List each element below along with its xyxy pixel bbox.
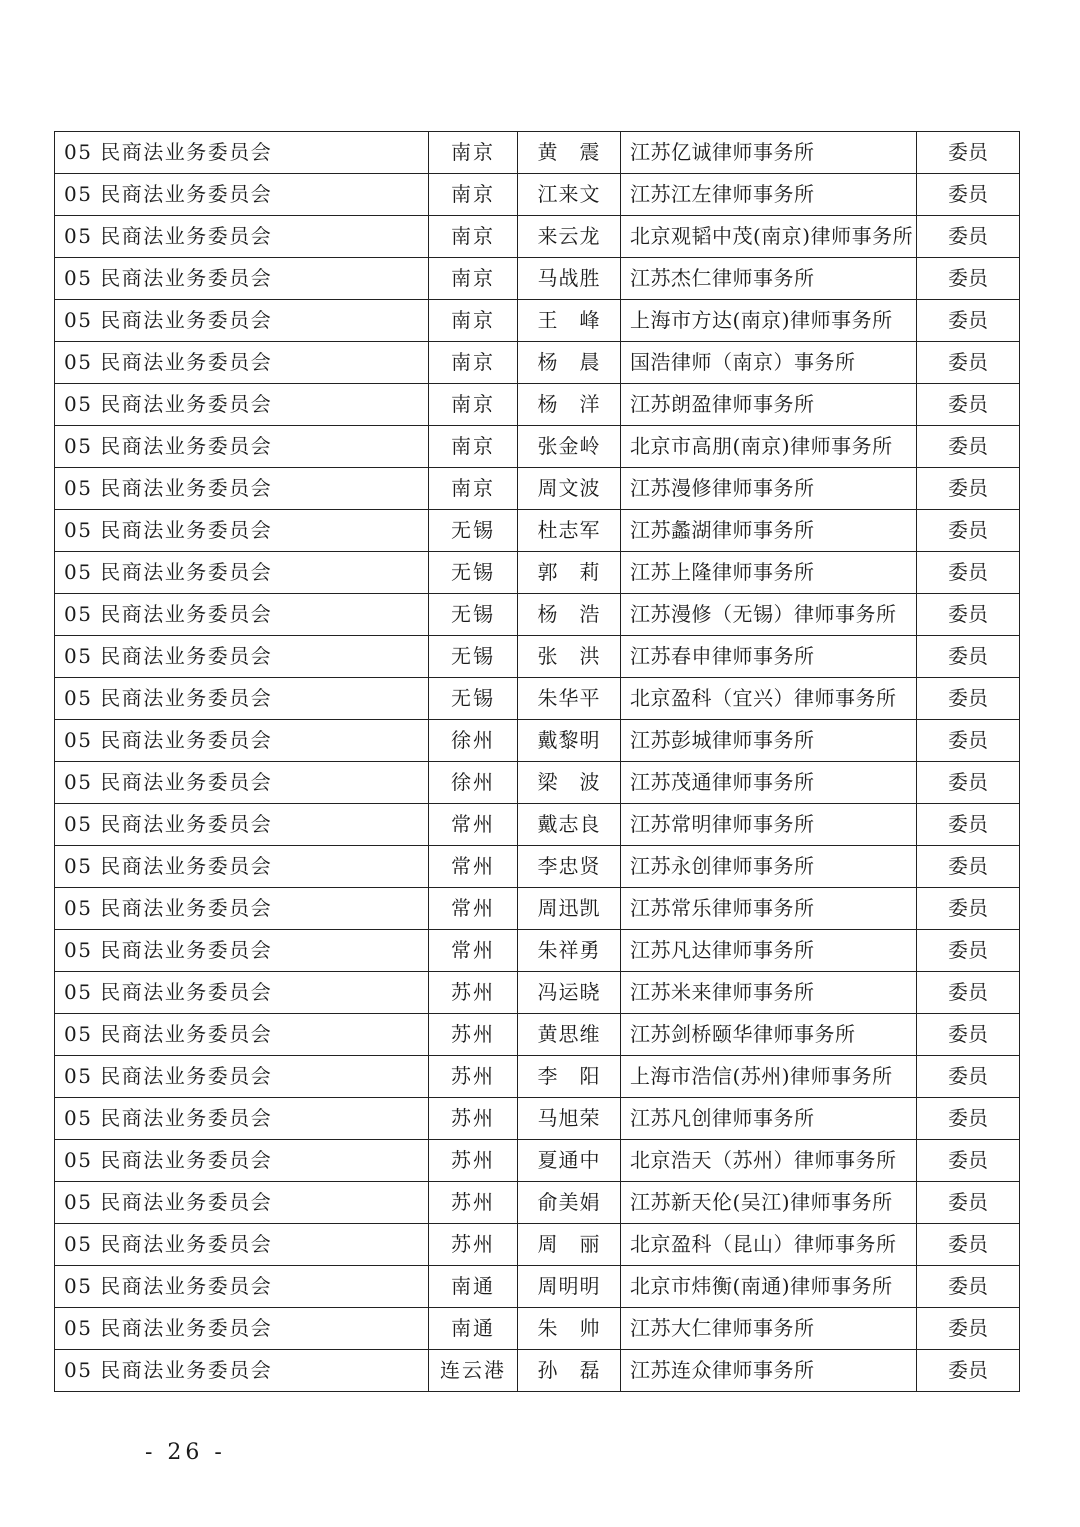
firm-cell: 北京盈科（宜兴）律师事务所 [621, 678, 917, 720]
role-cell: 委员 [917, 1266, 1020, 1308]
table-row [55, 426, 1020, 468]
firm-cell: 江苏杰仁律师事务所 [621, 258, 917, 300]
city-cell: 苏州 [429, 1056, 518, 1098]
committee-cell: 05 民商法业务委员会 [55, 384, 429, 426]
firm-cell: 江苏朗盈律师事务所 [621, 384, 917, 426]
name-cell: 张金岭 [518, 426, 621, 468]
firm-cell: 江苏大仁律师事务所 [621, 1308, 917, 1350]
committee-cell: 05 民商法业务委员会 [55, 1350, 429, 1392]
firm-cell: 江苏常明律师事务所 [621, 804, 917, 846]
city-cell: 南京 [429, 258, 518, 300]
page-number: - 26 - [145, 1440, 226, 1465]
table-row [55, 678, 1020, 720]
name-cell: 黄 震 [518, 132, 621, 174]
role-cell: 委员 [917, 1224, 1020, 1266]
firm-cell: 江苏连众律师事务所 [621, 1350, 917, 1392]
committee-cell: 05 民商法业务委员会 [55, 804, 429, 846]
member-table-body [55, 132, 1020, 1392]
city-cell: 苏州 [429, 1224, 518, 1266]
committee-cell: 05 民商法业务委员会 [55, 846, 429, 888]
role-cell: 委员 [917, 888, 1020, 930]
committee-cell: 05 民商法业务委员会 [55, 594, 429, 636]
table-row [55, 384, 1020, 426]
table-row [55, 888, 1020, 930]
table-row [55, 930, 1020, 972]
name-cell: 李忠贤 [518, 846, 621, 888]
table-row [55, 1182, 1020, 1224]
city-cell: 常州 [429, 930, 518, 972]
name-cell: 杜志军 [518, 510, 621, 552]
city-cell: 苏州 [429, 972, 518, 1014]
role-cell: 委员 [917, 1098, 1020, 1140]
committee-cell: 05 民商法业务委员会 [55, 1014, 429, 1056]
name-cell: 戴黎明 [518, 720, 621, 762]
name-cell: 周明明 [518, 1266, 621, 1308]
firm-cell: 江苏剑桥颐华律师事务所 [621, 1014, 917, 1056]
committee-cell: 05 民商法业务委员会 [55, 426, 429, 468]
city-cell: 南京 [429, 468, 518, 510]
role-cell: 委员 [917, 468, 1020, 510]
city-cell: 无锡 [429, 552, 518, 594]
committee-cell: 05 民商法业务委员会 [55, 342, 429, 384]
firm-cell: 江苏茂通律师事务所 [621, 762, 917, 804]
city-cell: 苏州 [429, 1140, 518, 1182]
firm-cell: 北京浩天（苏州）律师事务所 [621, 1140, 917, 1182]
name-cell: 朱 帅 [518, 1308, 621, 1350]
firm-cell: 江苏凡达律师事务所 [621, 930, 917, 972]
role-cell: 委员 [917, 1140, 1020, 1182]
name-cell: 郭 莉 [518, 552, 621, 594]
role-cell: 委员 [917, 678, 1020, 720]
table-row [55, 1266, 1020, 1308]
table-row [55, 258, 1020, 300]
firm-cell: 江苏漫修律师事务所 [621, 468, 917, 510]
name-cell: 江来文 [518, 174, 621, 216]
role-cell: 委员 [917, 762, 1020, 804]
table-row [55, 300, 1020, 342]
committee-cell: 05 民商法业务委员会 [55, 1224, 429, 1266]
table-row [55, 972, 1020, 1014]
committee-cell: 05 民商法业务委员会 [55, 510, 429, 552]
name-cell: 杨 洋 [518, 384, 621, 426]
name-cell: 来云龙 [518, 216, 621, 258]
table-row [55, 1098, 1020, 1140]
name-cell: 戴志良 [518, 804, 621, 846]
firm-cell: 江苏新天伦(吴江)律师事务所 [621, 1182, 917, 1224]
committee-cell: 05 民商法业务委员会 [55, 1308, 429, 1350]
city-cell: 常州 [429, 888, 518, 930]
table-row [55, 1308, 1020, 1350]
member-table-container [54, 131, 1019, 1392]
committee-cell: 05 民商法业务委员会 [55, 888, 429, 930]
committee-cell: 05 民商法业务委员会 [55, 216, 429, 258]
table-row [55, 1140, 1020, 1182]
firm-cell: 江苏蠡湖律师事务所 [621, 510, 917, 552]
member-table [54, 131, 1020, 1392]
firm-cell: 北京观韬中茂(南京)律师事务所 [621, 216, 917, 258]
city-cell: 常州 [429, 804, 518, 846]
city-cell: 南京 [429, 342, 518, 384]
city-cell: 无锡 [429, 510, 518, 552]
committee-cell: 05 民商法业务委员会 [55, 972, 429, 1014]
role-cell: 委员 [917, 132, 1020, 174]
name-cell: 冯运晓 [518, 972, 621, 1014]
name-cell: 朱祥勇 [518, 930, 621, 972]
name-cell: 周迅凯 [518, 888, 621, 930]
firm-cell: 江苏米来律师事务所 [621, 972, 917, 1014]
firm-cell: 江苏江左律师事务所 [621, 174, 917, 216]
city-cell: 南京 [429, 216, 518, 258]
city-cell: 常州 [429, 846, 518, 888]
table-row [55, 132, 1020, 174]
city-cell: 苏州 [429, 1098, 518, 1140]
city-cell: 南京 [429, 300, 518, 342]
committee-cell: 05 民商法业务委员会 [55, 1182, 429, 1224]
role-cell: 委员 [917, 1308, 1020, 1350]
firm-cell: 北京市高朋(南京)律师事务所 [621, 426, 917, 468]
role-cell: 委员 [917, 846, 1020, 888]
table-row [55, 342, 1020, 384]
table-row [55, 1056, 1020, 1098]
role-cell: 委员 [917, 552, 1020, 594]
role-cell: 委员 [917, 384, 1020, 426]
role-cell: 委员 [917, 804, 1020, 846]
role-cell: 委员 [917, 216, 1020, 258]
committee-cell: 05 民商法业务委员会 [55, 720, 429, 762]
role-cell: 委员 [917, 258, 1020, 300]
role-cell: 委员 [917, 1056, 1020, 1098]
name-cell: 杨 浩 [518, 594, 621, 636]
firm-cell: 北京盈科（昆山）律师事务所 [621, 1224, 917, 1266]
name-cell: 黄思维 [518, 1014, 621, 1056]
firm-cell: 江苏亿诚律师事务所 [621, 132, 917, 174]
role-cell: 委员 [917, 1014, 1020, 1056]
city-cell: 南京 [429, 426, 518, 468]
city-cell: 苏州 [429, 1182, 518, 1224]
committee-cell: 05 民商法业务委员会 [55, 930, 429, 972]
committee-cell: 05 民商法业务委员会 [55, 1098, 429, 1140]
name-cell: 夏通中 [518, 1140, 621, 1182]
city-cell: 徐州 [429, 762, 518, 804]
role-cell: 委员 [917, 426, 1020, 468]
role-cell: 委员 [917, 510, 1020, 552]
committee-cell: 05 民商法业务委员会 [55, 1266, 429, 1308]
role-cell: 委员 [917, 720, 1020, 762]
table-row [55, 216, 1020, 258]
name-cell: 张 洪 [518, 636, 621, 678]
committee-cell: 05 民商法业务委员会 [55, 468, 429, 510]
city-cell: 无锡 [429, 594, 518, 636]
table-row [55, 1224, 1020, 1266]
name-cell: 周 丽 [518, 1224, 621, 1266]
firm-cell: 江苏凡创律师事务所 [621, 1098, 917, 1140]
role-cell: 委员 [917, 1182, 1020, 1224]
committee-cell: 05 民商法业务委员会 [55, 1056, 429, 1098]
city-cell: 苏州 [429, 1014, 518, 1056]
committee-cell: 05 民商法业务委员会 [55, 636, 429, 678]
name-cell: 周文波 [518, 468, 621, 510]
table-row [55, 594, 1020, 636]
name-cell: 孙 磊 [518, 1350, 621, 1392]
table-row [55, 1350, 1020, 1392]
committee-cell: 05 民商法业务委员会 [55, 762, 429, 804]
city-cell: 南京 [429, 132, 518, 174]
firm-cell: 上海市浩信(苏州)律师事务所 [621, 1056, 917, 1098]
firm-cell: 江苏漫修（无锡）律师事务所 [621, 594, 917, 636]
firm-cell: 国浩律师（南京）事务所 [621, 342, 917, 384]
name-cell: 王 峰 [518, 300, 621, 342]
firm-cell: 江苏彭城律师事务所 [621, 720, 917, 762]
firm-cell: 江苏永创律师事务所 [621, 846, 917, 888]
committee-cell: 05 民商法业务委员会 [55, 1140, 429, 1182]
committee-cell: 05 民商法业务委员会 [55, 258, 429, 300]
table-row [55, 720, 1020, 762]
city-cell: 无锡 [429, 636, 518, 678]
table-row [55, 552, 1020, 594]
table-row [55, 762, 1020, 804]
city-cell: 南通 [429, 1308, 518, 1350]
firm-cell: 北京市炜衡(南通)律师事务所 [621, 1266, 917, 1308]
city-cell: 无锡 [429, 678, 518, 720]
city-cell: 南通 [429, 1266, 518, 1308]
city-cell: 南京 [429, 174, 518, 216]
role-cell: 委员 [917, 300, 1020, 342]
table-row [55, 846, 1020, 888]
role-cell: 委员 [917, 342, 1020, 384]
table-row [55, 174, 1020, 216]
name-cell: 杨 晨 [518, 342, 621, 384]
firm-cell: 江苏上隆律师事务所 [621, 552, 917, 594]
firm-cell: 上海市方达(南京)律师事务所 [621, 300, 917, 342]
role-cell: 委员 [917, 594, 1020, 636]
role-cell: 委员 [917, 930, 1020, 972]
city-cell: 南京 [429, 384, 518, 426]
committee-cell: 05 民商法业务委员会 [55, 174, 429, 216]
committee-cell: 05 民商法业务委员会 [55, 132, 429, 174]
role-cell: 委员 [917, 636, 1020, 678]
name-cell: 马战胜 [518, 258, 621, 300]
city-cell: 徐州 [429, 720, 518, 762]
name-cell: 马旭荣 [518, 1098, 621, 1140]
committee-cell: 05 民商法业务委员会 [55, 300, 429, 342]
table-row [55, 510, 1020, 552]
city-cell: 连云港 [429, 1350, 518, 1392]
name-cell: 俞美娟 [518, 1182, 621, 1224]
name-cell: 梁 波 [518, 762, 621, 804]
table-row [55, 804, 1020, 846]
role-cell: 委员 [917, 174, 1020, 216]
firm-cell: 江苏春申律师事务所 [621, 636, 917, 678]
role-cell: 委员 [917, 1350, 1020, 1392]
firm-cell: 江苏常乐律师事务所 [621, 888, 917, 930]
committee-cell: 05 民商法业务委员会 [55, 552, 429, 594]
role-cell: 委员 [917, 972, 1020, 1014]
table-row [55, 1014, 1020, 1056]
committee-cell: 05 民商法业务委员会 [55, 678, 429, 720]
table-row [55, 468, 1020, 510]
table-row [55, 636, 1020, 678]
name-cell: 朱华平 [518, 678, 621, 720]
name-cell: 李 阳 [518, 1056, 621, 1098]
